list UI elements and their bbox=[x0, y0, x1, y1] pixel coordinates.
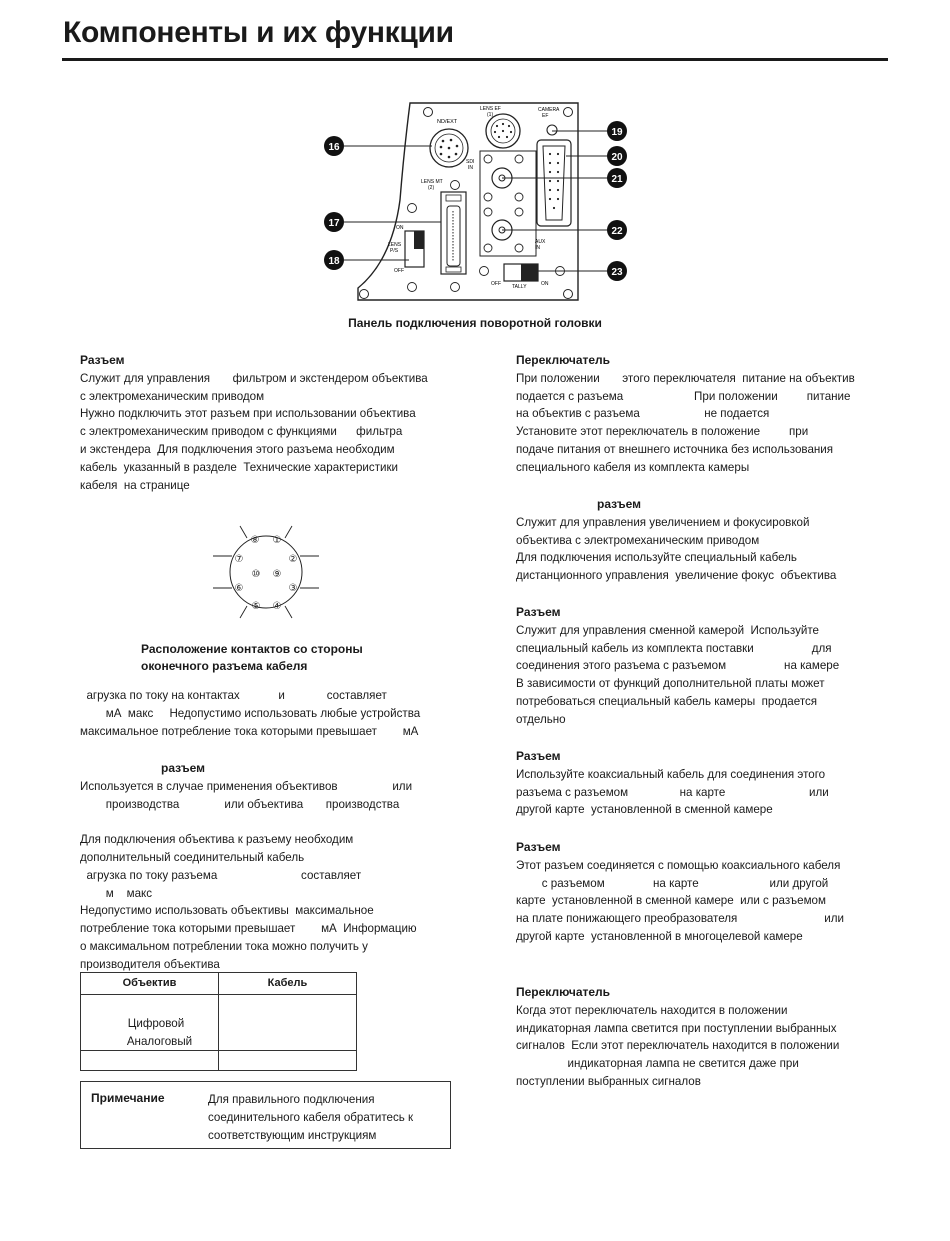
note-line: Для правильного подключения bbox=[208, 1093, 375, 1106]
section-16-line: и экстендера Для подключения этого разъема необходим bbox=[80, 442, 395, 456]
current-load-line: максимальное потребление тока которыми превышает мА bbox=[80, 724, 419, 738]
section-23-line: индикаторная лампа не светится даже при bbox=[516, 1057, 799, 1071]
camera-ef-port bbox=[547, 125, 557, 135]
section-23-heading: Переключатель bbox=[516, 985, 611, 999]
section-22-line: карте установленной в сменной камере или с разъемом bbox=[516, 894, 826, 908]
section-18-line: подается с разъема При положении питание bbox=[516, 389, 851, 403]
svg-text:20: 20 bbox=[611, 152, 623, 163]
pin-2: ② bbox=[288, 554, 298, 565]
section-16-line: с электромеханическим приводом с функциями фильтра bbox=[80, 425, 403, 439]
section-23-line: индикаторная лампа светится при поступлении выбранных bbox=[516, 1021, 837, 1035]
lens-mt-screw-top bbox=[451, 181, 460, 190]
table-row-digital: Цифровой bbox=[127, 1017, 185, 1030]
section-20-line: отдельно bbox=[516, 712, 566, 726]
section-20-line: специальный кабель из комплекта поставки для bbox=[516, 641, 832, 655]
pin-1: ① bbox=[272, 535, 282, 546]
callout-22 bbox=[607, 220, 627, 240]
callout-leaders bbox=[344, 131, 608, 271]
section-22-line: другой карте установленной в многоцелевой камере bbox=[516, 929, 803, 943]
tally-switch bbox=[504, 264, 538, 281]
svg-text:18: 18 bbox=[328, 256, 340, 267]
current-load-block bbox=[80, 687, 420, 740]
section-17-line bbox=[80, 813, 417, 831]
section-17-line: производства или объектива производства bbox=[80, 797, 400, 811]
section-19-line: Для подключения используйте специальный кабель bbox=[516, 551, 797, 565]
section-18-line: подаче питания от внешнего источника без использования bbox=[516, 442, 834, 456]
tally-label: TALLY bbox=[512, 284, 527, 290]
section-16-line: Нужно подключить этот разъем при использовании объектива bbox=[80, 407, 416, 421]
section-20-heading: Разъем bbox=[516, 605, 561, 619]
note-line: соответствующим инструкциям bbox=[208, 1129, 377, 1142]
camera-ef-label: CAMERA bbox=[538, 107, 560, 113]
section-16-line: кабель указанный в разделе Технические характеристики bbox=[80, 460, 399, 474]
section-19-heading: разъем bbox=[597, 497, 641, 511]
section-19-line: дистанционного управления увеличение фокус объектива bbox=[516, 569, 837, 583]
table-divider bbox=[81, 1050, 356, 1051]
section-20-line: потребоваться специальный кабель камеры продается bbox=[516, 694, 818, 708]
pin-6: ⑥ bbox=[234, 583, 244, 594]
section-18 bbox=[516, 352, 855, 477]
callout-18 bbox=[324, 250, 344, 270]
section-16 bbox=[80, 352, 428, 494]
note-text bbox=[208, 1091, 438, 1145]
section-18-heading: Переключатель bbox=[516, 353, 611, 367]
callout-21 bbox=[607, 168, 627, 188]
aux-in-sub-label: IN bbox=[535, 245, 540, 251]
connection-panel-illustration bbox=[320, 96, 640, 311]
section-22-line: на плате понижающего преобразователя или bbox=[516, 912, 845, 926]
bnc-screws bbox=[484, 155, 523, 252]
section-20-line: соединения этого разъема с разъемом на камере bbox=[516, 659, 840, 673]
lens-ef-label: LENS EF bbox=[480, 106, 501, 112]
table-row-analog: Аналоговый bbox=[126, 1035, 193, 1048]
section-17-heading: разъем bbox=[161, 761, 205, 775]
callout-19 bbox=[607, 121, 627, 141]
pin-3: ③ bbox=[288, 583, 298, 594]
lens-ef-sub-label: (1) bbox=[487, 112, 494, 118]
pin-9: ⑨ bbox=[272, 569, 282, 580]
svg-text:17: 17 bbox=[328, 218, 340, 229]
callout-23 bbox=[607, 261, 627, 281]
section-18-line: на объектив с разъема не подается bbox=[516, 407, 770, 421]
panel-caption: Панель подключения поворотной головки bbox=[348, 316, 602, 330]
svg-text:19: 19 bbox=[611, 127, 623, 138]
section-22-line: с разъемом на карте или другой bbox=[516, 876, 829, 890]
section-19-line: Служит для управления увеличением и фокусировкой bbox=[516, 515, 810, 529]
section-17-line: Используется в случае применения объективов или bbox=[80, 779, 413, 793]
lens-ps-screw-bottom bbox=[408, 283, 417, 292]
pin-caption-line: Расположение контактов со стороны bbox=[141, 642, 363, 656]
section-16-heading: Разъем bbox=[80, 353, 125, 367]
callout-16 bbox=[324, 136, 344, 156]
lens-cable-table bbox=[80, 972, 357, 1071]
section-22-heading: Разъем bbox=[516, 840, 561, 854]
section-23-line: сигналов Если этот переключатель находится в положении bbox=[516, 1039, 840, 1053]
lens-ps-screw-top bbox=[408, 204, 417, 213]
lens-ps-sub-label: P/S bbox=[390, 248, 399, 254]
section-17-line: дополнительный соединительный кабель bbox=[80, 850, 305, 864]
section-18-line: Установите этот переключатель в положение при bbox=[516, 425, 809, 439]
svg-text:16: 16 bbox=[328, 142, 340, 153]
section-22 bbox=[516, 839, 844, 946]
table-header-lens: Объектив bbox=[122, 977, 177, 989]
section-17-line: о максимальном потреблении тока можно получить у bbox=[80, 939, 368, 953]
note-line: соединительного кабеля обратитесь к bbox=[208, 1111, 414, 1124]
section-23-line: поступлении выбранных сигналов bbox=[516, 1074, 701, 1088]
current-load-line: мА макс Недопустимо использовать любые устройства bbox=[80, 706, 421, 720]
sdi-in-label: SDI bbox=[466, 159, 475, 165]
section-18-line: специального кабеля из комплекта камеры bbox=[516, 460, 750, 474]
tally-screw-left bbox=[480, 267, 489, 276]
svg-text:23: 23 bbox=[611, 267, 623, 278]
lens-mt-connector bbox=[441, 192, 466, 274]
section-23 bbox=[516, 984, 839, 1091]
lens-ef-connector bbox=[486, 114, 520, 148]
nd-ext-connector bbox=[430, 129, 468, 167]
lens-ps-label: LENS bbox=[388, 242, 402, 248]
section-17-line: производителя объектива bbox=[80, 957, 220, 971]
section-17 bbox=[80, 760, 417, 974]
note-box bbox=[80, 1081, 451, 1149]
lens-mt-screw-bottom bbox=[451, 283, 460, 292]
aux-in-label: AUX bbox=[535, 239, 546, 245]
pin-caption-line: оконечного разъема кабеля bbox=[141, 659, 308, 673]
callout-20 bbox=[607, 146, 627, 166]
svg-text:22: 22 bbox=[611, 226, 623, 237]
tally-on-label: ON bbox=[541, 281, 549, 287]
pin-10: ⑩ bbox=[251, 569, 261, 580]
pin-layout-caption bbox=[141, 641, 363, 675]
lens-ps-switch bbox=[405, 231, 424, 267]
section-17-line: м макс bbox=[80, 886, 153, 900]
callout-17 bbox=[324, 212, 344, 232]
section-17-line: потребление тока которыми превышает мА Информацию bbox=[80, 922, 417, 936]
lens-ps-on-label: ON bbox=[396, 225, 404, 231]
section-16-line: Служит для управления фильтром и экстендером объектива bbox=[80, 371, 428, 385]
section-19-line: объектива с электромеханическим приводом bbox=[516, 533, 760, 547]
title-rule bbox=[62, 58, 888, 61]
sdi-in-sub-label: IN bbox=[468, 165, 473, 171]
section-20 bbox=[516, 604, 839, 729]
d-sub-connector bbox=[537, 140, 571, 226]
section-19 bbox=[516, 496, 836, 585]
section-16-line: кабеля на странице bbox=[80, 478, 190, 492]
lens-mt-label: LENS MT bbox=[421, 179, 443, 185]
section-21-line: разъема с разъемом на карте или bbox=[516, 785, 829, 799]
pin-layout-diagram bbox=[200, 516, 340, 626]
section-17-line: агрузка по току разъема составляет bbox=[80, 868, 362, 882]
section-21 bbox=[516, 748, 829, 819]
camera-ef-sub-label: EF bbox=[542, 113, 549, 119]
current-load-line: агрузка по току на контактах и составляет bbox=[80, 689, 387, 702]
section-21-heading: Разъем bbox=[516, 749, 561, 763]
section-23-line: Когда этот переключатель находится в положении bbox=[516, 1003, 788, 1017]
section-17-line: Недопустимо использовать объективы максимальное bbox=[80, 904, 374, 918]
svg-text:21: 21 bbox=[611, 174, 623, 185]
tally-off-label: OFF bbox=[491, 281, 501, 287]
section-17-line: Для подключения объектива к разъему необходим bbox=[80, 833, 354, 847]
section-18-line: При положении этого переключателя питание на объектив bbox=[516, 371, 855, 385]
pin-7: ⑦ bbox=[234, 554, 244, 565]
note-label: Примечание bbox=[91, 1091, 165, 1105]
pin-4: ④ bbox=[272, 601, 282, 612]
section-16-line: с электромеханическим приводом bbox=[80, 389, 265, 403]
section-22-line: Этот разъем соединяется с помощью коаксиального кабеля bbox=[516, 858, 841, 872]
section-21-line: другой карте установленной в сменной камере bbox=[516, 803, 773, 817]
lens-mt-sub-label: (2) bbox=[428, 185, 435, 191]
table-header-cable: Кабель bbox=[267, 977, 308, 989]
section-20-line: Служит для управления сменной камерой Используйте bbox=[516, 623, 819, 637]
table-divider bbox=[81, 994, 356, 995]
pin-5: ⑤ bbox=[251, 601, 261, 612]
nd-ext-label: ND/EXT bbox=[437, 119, 458, 125]
pin-8: ⑧ bbox=[250, 535, 260, 546]
section-21-line: Используйте коаксиальный кабель для соединения этого bbox=[516, 767, 826, 781]
section-20-line: В зависимости от функций дополнительной платы может bbox=[516, 677, 825, 691]
lens-ps-off-label: OFF bbox=[394, 268, 404, 274]
page-title: Компоненты и их функции bbox=[63, 16, 454, 49]
